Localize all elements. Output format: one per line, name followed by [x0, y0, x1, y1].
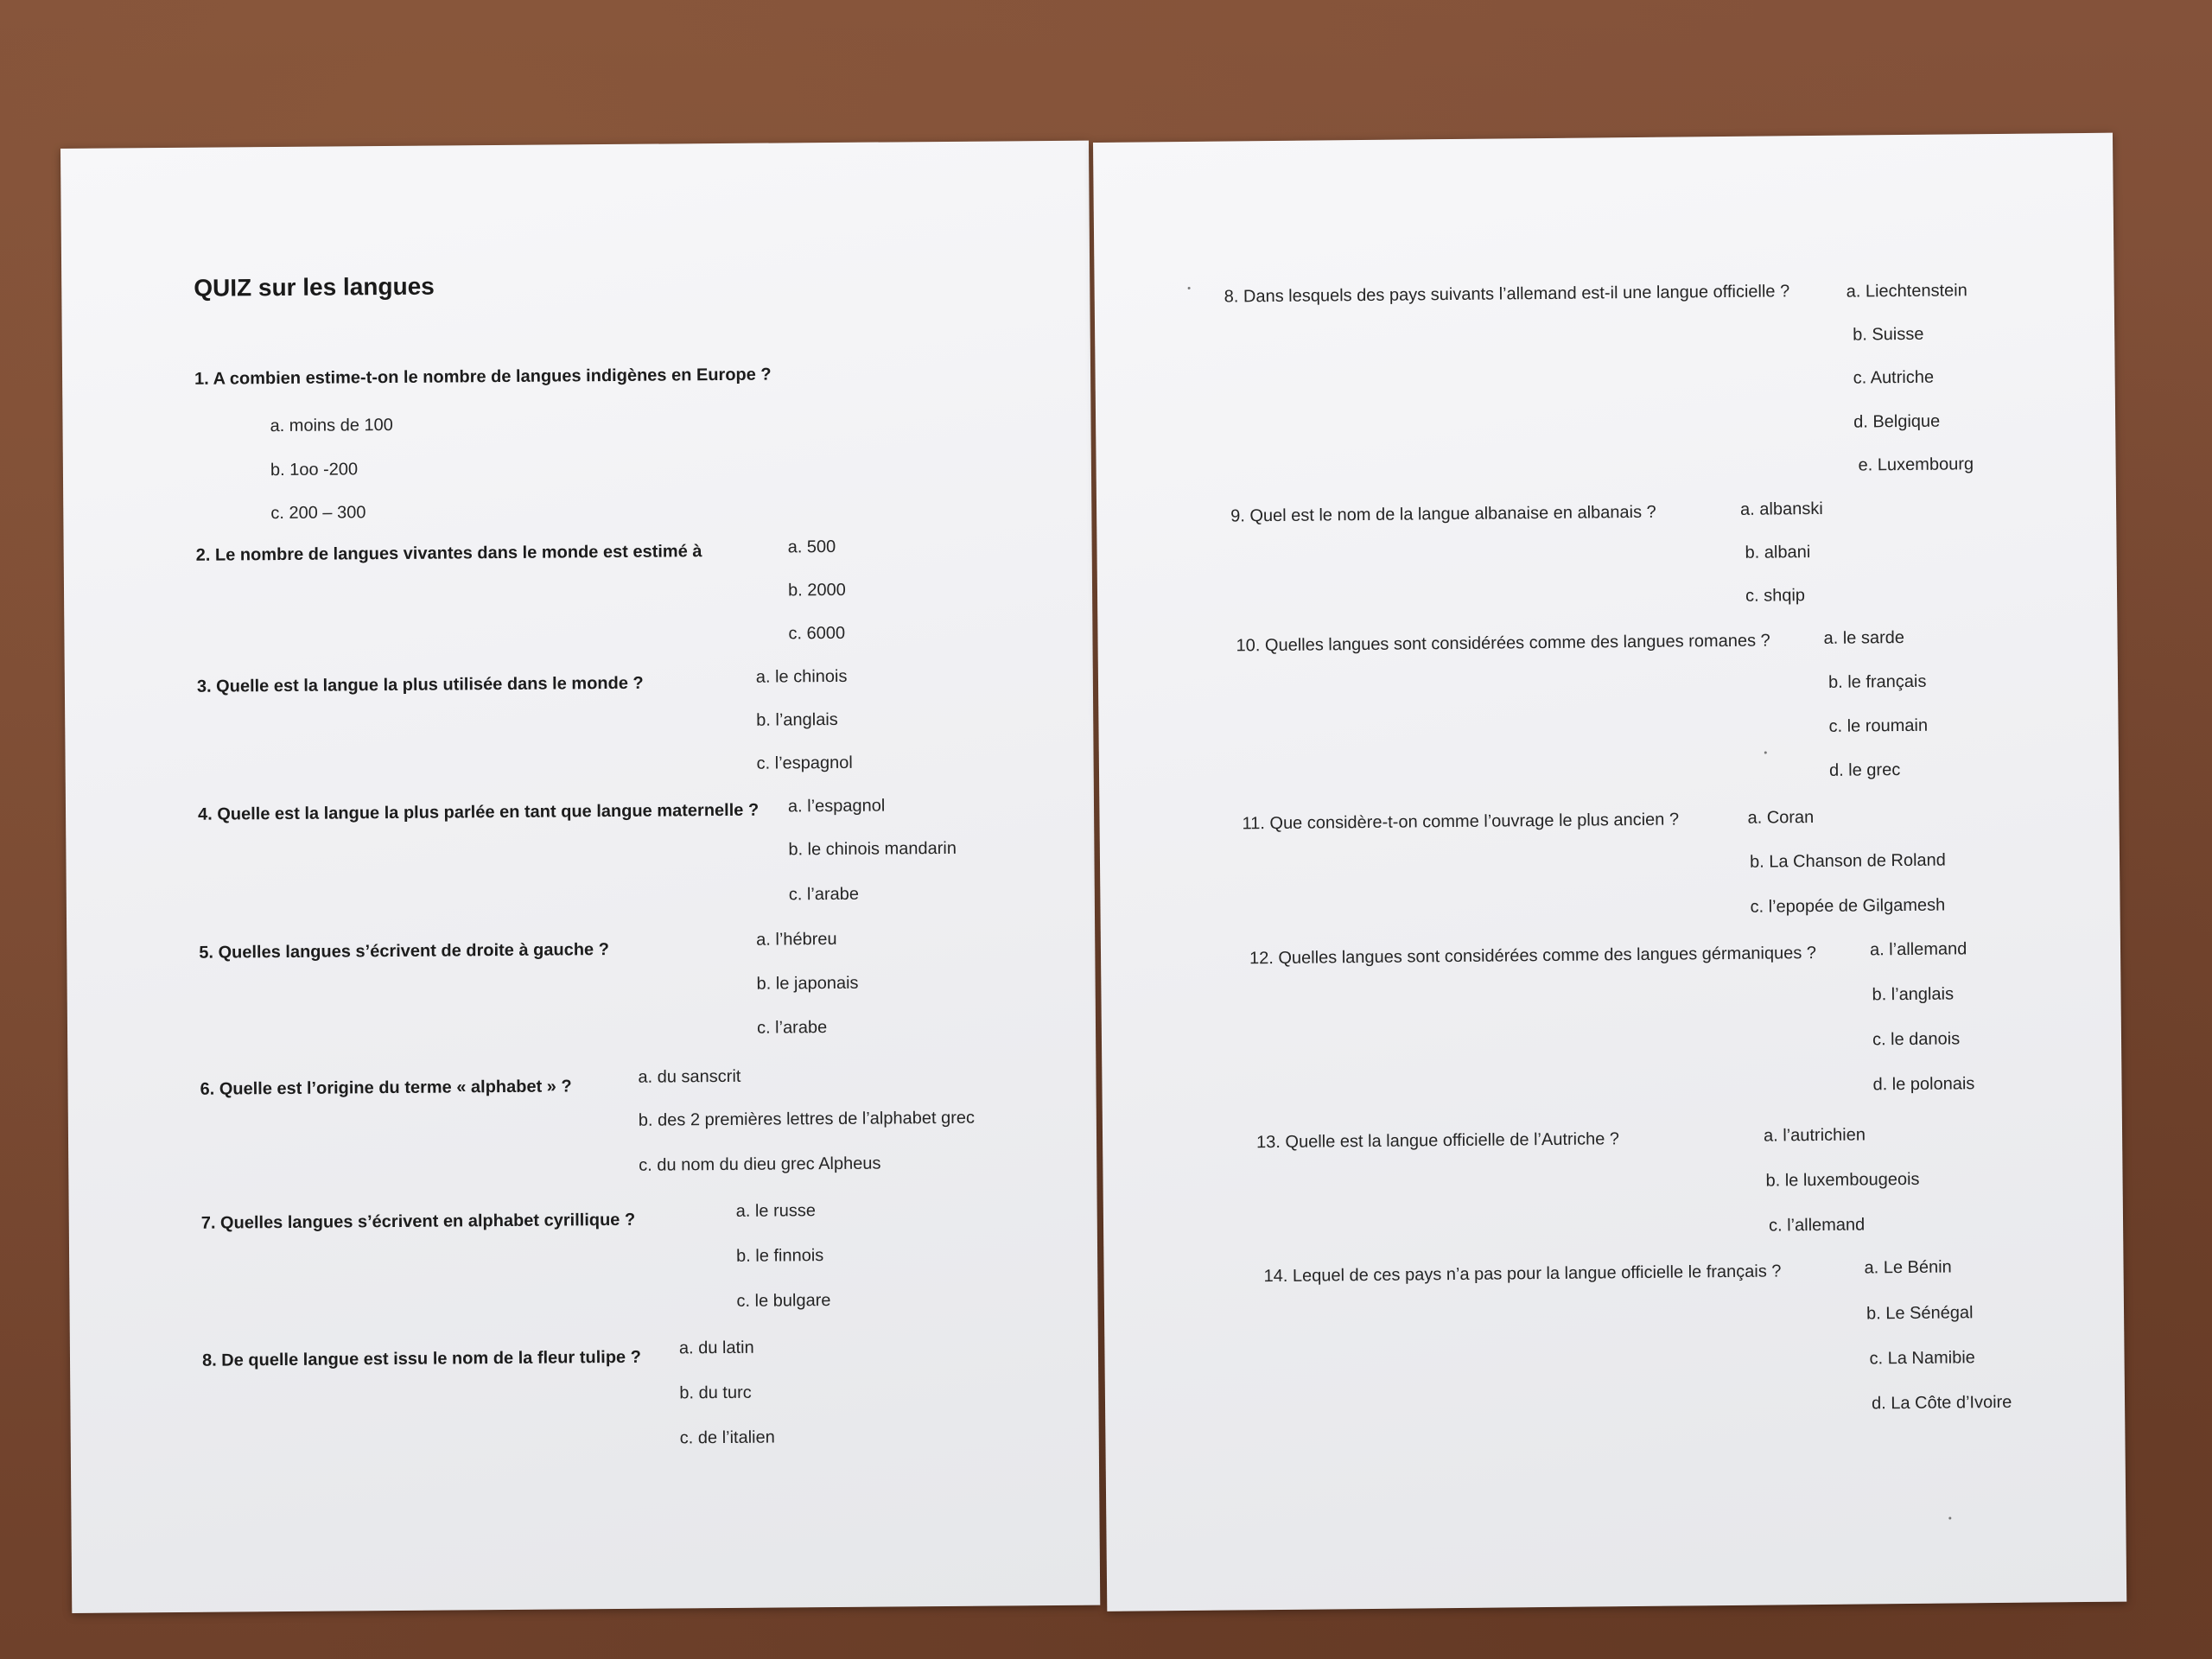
answer-10d: d. le grec — [1828, 760, 1901, 780]
question-13: 13. Quelle est la langue officielle de l’Autriche ? — [1256, 1129, 1620, 1153]
answer-8d-right: d. Belgique — [1853, 411, 1941, 432]
answer-1c: c. 200 – 300 — [270, 503, 366, 524]
question-5: 5. Quelles langues s’écrivent de droite à gauche ? — [199, 940, 609, 963]
answer-13a: a. l’autrichien — [1763, 1125, 1866, 1146]
answer-14a: a. Le Bénin — [1864, 1257, 1952, 1278]
answer-9b: b. albani — [1745, 543, 1811, 563]
answer-14b: b. Le Sénégal — [1866, 1303, 1974, 1324]
answer-3c: c. l’espagnol — [756, 753, 853, 773]
answer-8e-right: e. Luxembourg — [1858, 454, 1974, 475]
answer-14c: c. La Namibie — [1869, 1348, 1975, 1369]
answer-10a: a. le sarde — [1823, 628, 1905, 648]
question-11: 11. Que considère-t-on comme l’ouvrage le plus ancien ? — [1242, 810, 1680, 834]
question-14: 14. Lequel de ces pays n’a pas pour la langue officielle le français ? — [1263, 1262, 1782, 1287]
answer-3b: b. l’anglais — [756, 709, 838, 730]
question-9: 9. Quel est le nom de la langue albanaise en albanais ? — [1230, 502, 1656, 526]
answer-11a: a. Coran — [1747, 808, 1815, 828]
answer-2c: c. 6000 — [788, 623, 846, 644]
answer-13b: b. le luxembougeois — [1765, 1169, 1920, 1191]
answer-10c: c. le roumain — [1828, 715, 1929, 736]
question-8-right: 8. Dans lesquels des pays suivants l’allemand est-il une langue officielle ? — [1224, 282, 1790, 307]
answer-13c: c. l’allemand — [1768, 1215, 1866, 1236]
answer-4b: b. le chinois mandarin — [788, 838, 957, 860]
answer-11b: b. La Chanson de Roland — [1749, 850, 1946, 872]
quiz-sheet-left — [60, 141, 1100, 1613]
answer-6a: a. du sanscrit — [638, 1066, 741, 1087]
answer-3a: a. le chinois — [755, 666, 848, 687]
answer-4c: c. l’arabe — [788, 884, 860, 905]
answer-11c: c. l’epopée de Gilgamesh — [1750, 895, 1946, 917]
paper-speck — [1764, 752, 1767, 754]
answer-9c: c. shqip — [1745, 586, 1806, 606]
question-8-left: 8. De quelle langue est issu le nom de la fleur tulipe ? — [201, 1347, 641, 1370]
answer-8c-left: c. de l’italien — [679, 1427, 775, 1448]
answer-5b: b. le japonais — [756, 973, 859, 994]
question-10: 10. Quelles langues sont considérées comme des langues romanes ? — [1236, 631, 1770, 656]
question-7: 7. Quelles langues s’écrivent en alphabet cyrillique ? — [200, 1210, 636, 1233]
answer-1b: b. 1oo -200 — [270, 460, 359, 480]
question-1: 1. A combien estime-t-on le nombre de langues indigènes en Europe ? — [194, 365, 772, 389]
answer-8b-right: b. Suisse — [1853, 324, 1924, 345]
page-title: QUIZ sur les langues — [194, 272, 435, 302]
paper-speck — [1948, 1517, 1951, 1520]
answer-5c: c. l’arabe — [756, 1018, 828, 1038]
answer-7b: b. le finnois — [736, 1246, 824, 1266]
answer-7c: c. le bulgare — [736, 1291, 831, 1311]
answer-12b: b. l’anglais — [1872, 984, 1955, 1005]
question-4: 4. Quelle est la langue la plus parlée en tant que langue maternelle ? — [197, 800, 760, 824]
quiz-sheet-right — [1093, 133, 2126, 1611]
answer-12d: d. le polonais — [1872, 1074, 1975, 1095]
answer-8b-left: b. du turc — [679, 1382, 752, 1403]
answer-4a: a. l’espagnol — [787, 796, 886, 817]
answer-8a-left: a. du latin — [678, 1338, 754, 1358]
answer-2a: a. 500 — [787, 537, 836, 557]
answer-7a: a. le russe — [735, 1201, 817, 1221]
answer-12a: a. l’allemand — [1869, 939, 1967, 960]
answer-14d: d. La Côte d’Ivoire — [1871, 1392, 2012, 1414]
answer-9a: a. albanski — [1740, 499, 1823, 519]
question-2: 2. Le nombre de langues vivantes dans le monde est estimé à — [195, 542, 702, 565]
answer-6b: b. des 2 premières lettres de l’alphabet grec — [638, 1108, 976, 1130]
answer-5a: a. l’hébreu — [756, 929, 837, 950]
question-3: 3. Quelle est la langue la plus utilisée dans le monde ? — [196, 673, 644, 696]
question-12: 12. Quelles langues sont considérées comme des langues gérmaniques ? — [1249, 944, 1817, 969]
answer-8a-right: a. Liechtenstein — [1846, 281, 1967, 302]
answer-1a: a. moins de 100 — [270, 415, 393, 436]
answer-10b: b. le français — [1827, 671, 1927, 692]
paper-speck — [1188, 287, 1191, 289]
answer-12c: c. le danois — [1872, 1029, 1961, 1050]
question-6: 6. Quelle est l’origine du terme « alphabet » ? — [200, 1077, 572, 1099]
answer-8c-right: c. Autriche — [1853, 367, 1935, 388]
answer-2b: b. 2000 — [787, 580, 846, 601]
answer-6c: c. du nom du dieu grec Alpheus — [639, 1154, 881, 1175]
